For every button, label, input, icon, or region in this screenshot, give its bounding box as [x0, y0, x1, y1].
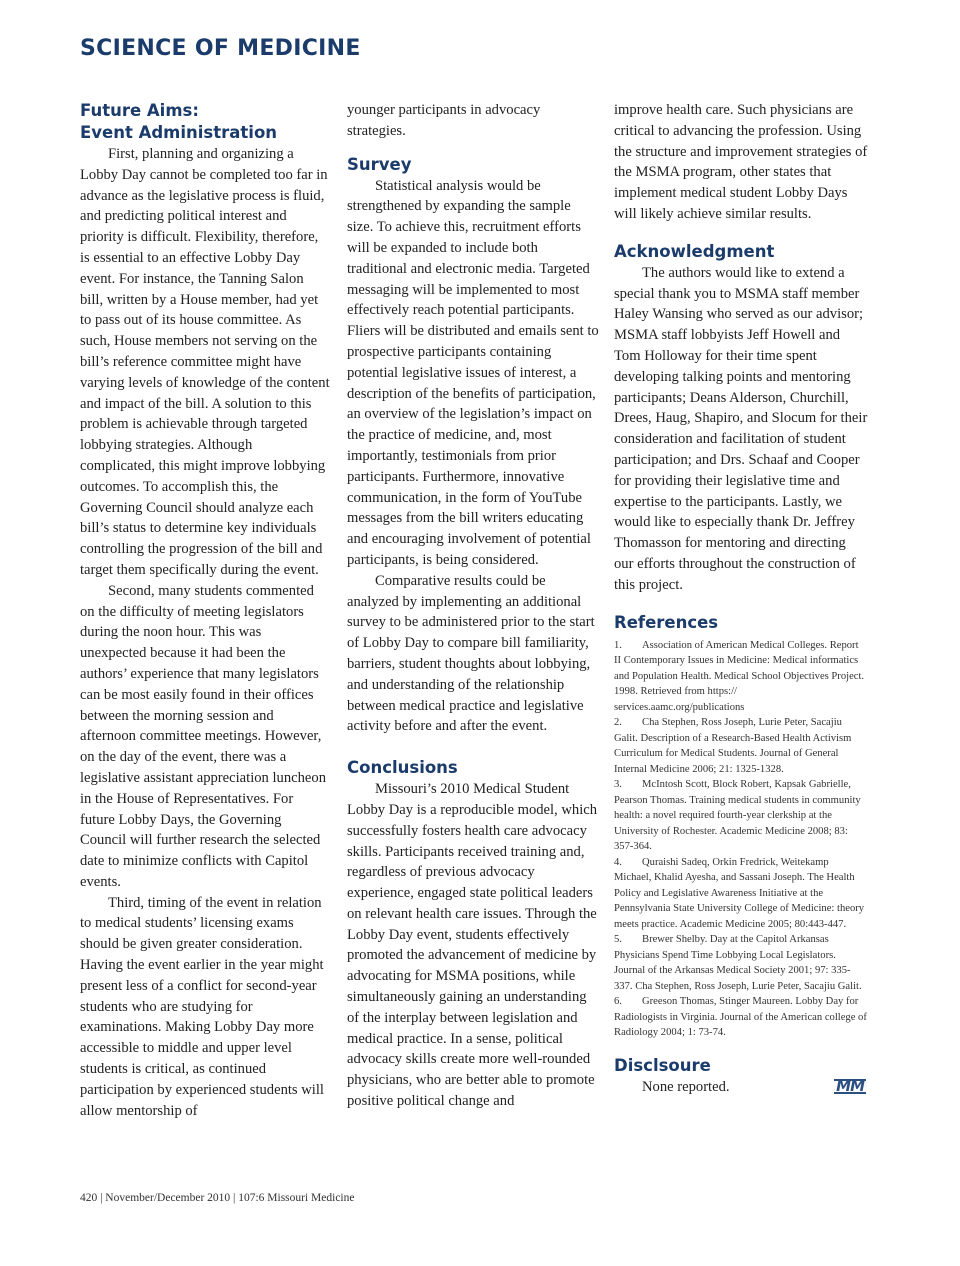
paragraph: Missouri’s 2010 Medical Student Lobby Day is a reproducible model, which successfully fosters health care advocacy skills. Participants received training and, regardless of previous advocacy experience, engaged state political leaders on relevant health care issues. Through the Lobby Day event, students effectively promoted the advancement of medicine by advocating for MSMA positions, while simultaneously gaining an understanding of the interplay between legislation and medical practice. In a sense, political advocacy skills create more well-rounded physicians, who are better able to promote positive political change and: [347, 781, 598, 1110]
reference-item: 1. Association of American Medical Colleges. Report II Contemporary Issues in Medicine: Medical informatics and Population Health. Medical School Objectives Project. 1998. Retrieved from https:// services.aamc.org/publications: [614, 639, 865, 713]
heading-line-2: Event Administration: [80, 123, 278, 142]
reference-item: 6. Greeson Thomas, Stinger Maureen. Lobby Day for Radiologists in Virginia. Journal of the American college of Radiology 2004; 1: 73-74.: [614, 996, 867, 1039]
conclusions-heading: Conclusions: [347, 758, 458, 778]
references-heading: References: [614, 612, 719, 632]
reference-item: 2. Cha Stephen, Ross Joseph, Lurie Peter, Sacajiu Galit. Description of a Research-Based Health Activism Curriculum for Medical Students. Journal of General Internal Medicine 2006; 21: 1325-1328.: [614, 717, 852, 775]
missouri-medicine-logo: MM: [836, 1076, 864, 1095]
paragraph: Third, timing of the event in relation to medical students’ licensing exams should be given greater consideration. Having the event earlier in the year might present less of a conflict for second-year students who are studying for examinations. Making Lobby Day more accessible to middle and upper level students is critical, as continued participation by experienced students will allow mentorship of: [80, 894, 324, 1119]
disclosure-row: [614, 1077, 868, 1098]
reference-item: 3. McIntosh Scott, Block Robert, Kapsak Gabrielle, Pearson Thomas. Training medical students in community health: a novel required fourth-year clerkship at the University of Rochester. Academic Medicine 2008; 83: 357-364.: [614, 779, 861, 853]
reference-item: 5. Brewer Shelby. Day at the Capitol Arkansas Physicians Spend Time Lobbying Local Legislators. Journal of the Arkansas Medical Society 2001; 97: 335-337. Cha Stephen, Ross Joseph, Lurie Peter, Sacajiu Galit.: [614, 934, 862, 992]
paragraph: Statistical analysis would be strengthened by expanding the sample size. To achieve this, recruitment efforts will be expanded to include both traditional and electronic media. Targeted messaging will be implemented to most effectively reach potential participants. Fliers will be distributed and emails sent to prospective participants containing potential legislative issues of interest, a description of the benefits of participation, an overview of the legislation’s impact on the practice of medicine, and, most importantly, testimonials from prior participants. Furthermore, innovative communication, in the form of YouTube messages from the bill writers educating and encouraging involvement of potential participants, is being considered.: [347, 177, 599, 568]
column-1: [80, 100, 330, 1121]
disclosure-heading: Disclsoure: [614, 1055, 711, 1075]
paragraph: First, planning and organizing a Lobby Day cannot be completed too far in advance as the legislative process is fluid, and predicting political interest and priority is difficult. Flexibility, therefore, is essential to an effective Lobby Day event. For instance, the Tanning Salon bill, written by a House member, had yet to pass out of its house committee. As such, House members not serving on the bill’s reference committee might have varying levels of knowledge of the content and impact of the bill. A solution to this problem is achievable through targeted lobbying strategies. Although complicated, this might improve lobbying outcomes. To accomplish this, the Governing Council should analyze each bill’s status to determine key individuals controlling the progression of the bill and target them specifically during the event.: [80, 146, 330, 578]
paragraph: The authors would like to extend a special thank you to MSMA staff member Haley Wansing who served as our advisor; MSMA staff lobbyists Jeff Howell and Tom Holloway for their time spent developing talking points and mentoring participants; Deans Alderson, Churchill, Drees, Haug, Shapiro, and Slocum for their consideration and facilitation of student participation; and Drs. Schaaf and Cooper for providing their legislative time and expertise to the participants. Lastly, we would like to especially thank Dr. Jeffrey Thomasson for mentoring and directing our efforts throughout the construction of this project.: [614, 264, 868, 593]
heading-line-1: Future Aims:: [80, 101, 199, 120]
acknowledgment-heading: Acknowledgment: [614, 241, 775, 261]
paragraph: Comparative results could be analyzed by implementing an additional survey to be administered prior to the start of Lobby Day to compare bill familiarity, barriers, student thoughts about lobbying, and understanding of the relationship between medical practice and legislative activity before and after the event.: [347, 572, 595, 735]
column-3: [614, 100, 868, 1097]
future-aims-heading: [80, 100, 330, 144]
continuation-paragraph: younger participants in advocacy strategies.: [347, 102, 541, 139]
paragraph: Second, many students commented on the difficulty of meeting legislators during the noon hour. This was unexpected because it had been the authors’ experience that many legislators can be most easily found in their offices between the morning session and afternoon committee meetings. However, on the day of the event, there was a legislative assistant appreciation luncheon in the House of Representatives. For future Lobby Days, the Governing Council will further research the selected date to minimize conflicts with Capitol events.: [80, 582, 326, 890]
reference-item: 4. Quraishi Sadeq, Orkin Fredrick, Weitekamp Michael, Khalid Ayesha, and Sassani Joseph. The Health Policy and Legislative Awareness Initiative at the Pennsylvania State University College of Medicine: theory meets practice. Academic Medicine 2005; 80:443-447.: [614, 856, 865, 930]
page-footer: 420 | November/December 2010 | 107:6 Missouri Medicine: [80, 1192, 355, 1204]
reference-list: [614, 638, 868, 1041]
survey-heading: Survey: [347, 154, 412, 174]
disclosure-text: None reported.: [642, 1078, 730, 1095]
continuation-paragraph: improve health care. Such physicians are critical to advancing the profession. Using the structure and improvement strategies of the MSMA program, other states that implement medical student Lobby Days will likely achieve similar results.: [614, 102, 868, 222]
section-title: SCIENCE OF MEDICINE: [80, 36, 361, 61]
column-2: [347, 100, 599, 1112]
